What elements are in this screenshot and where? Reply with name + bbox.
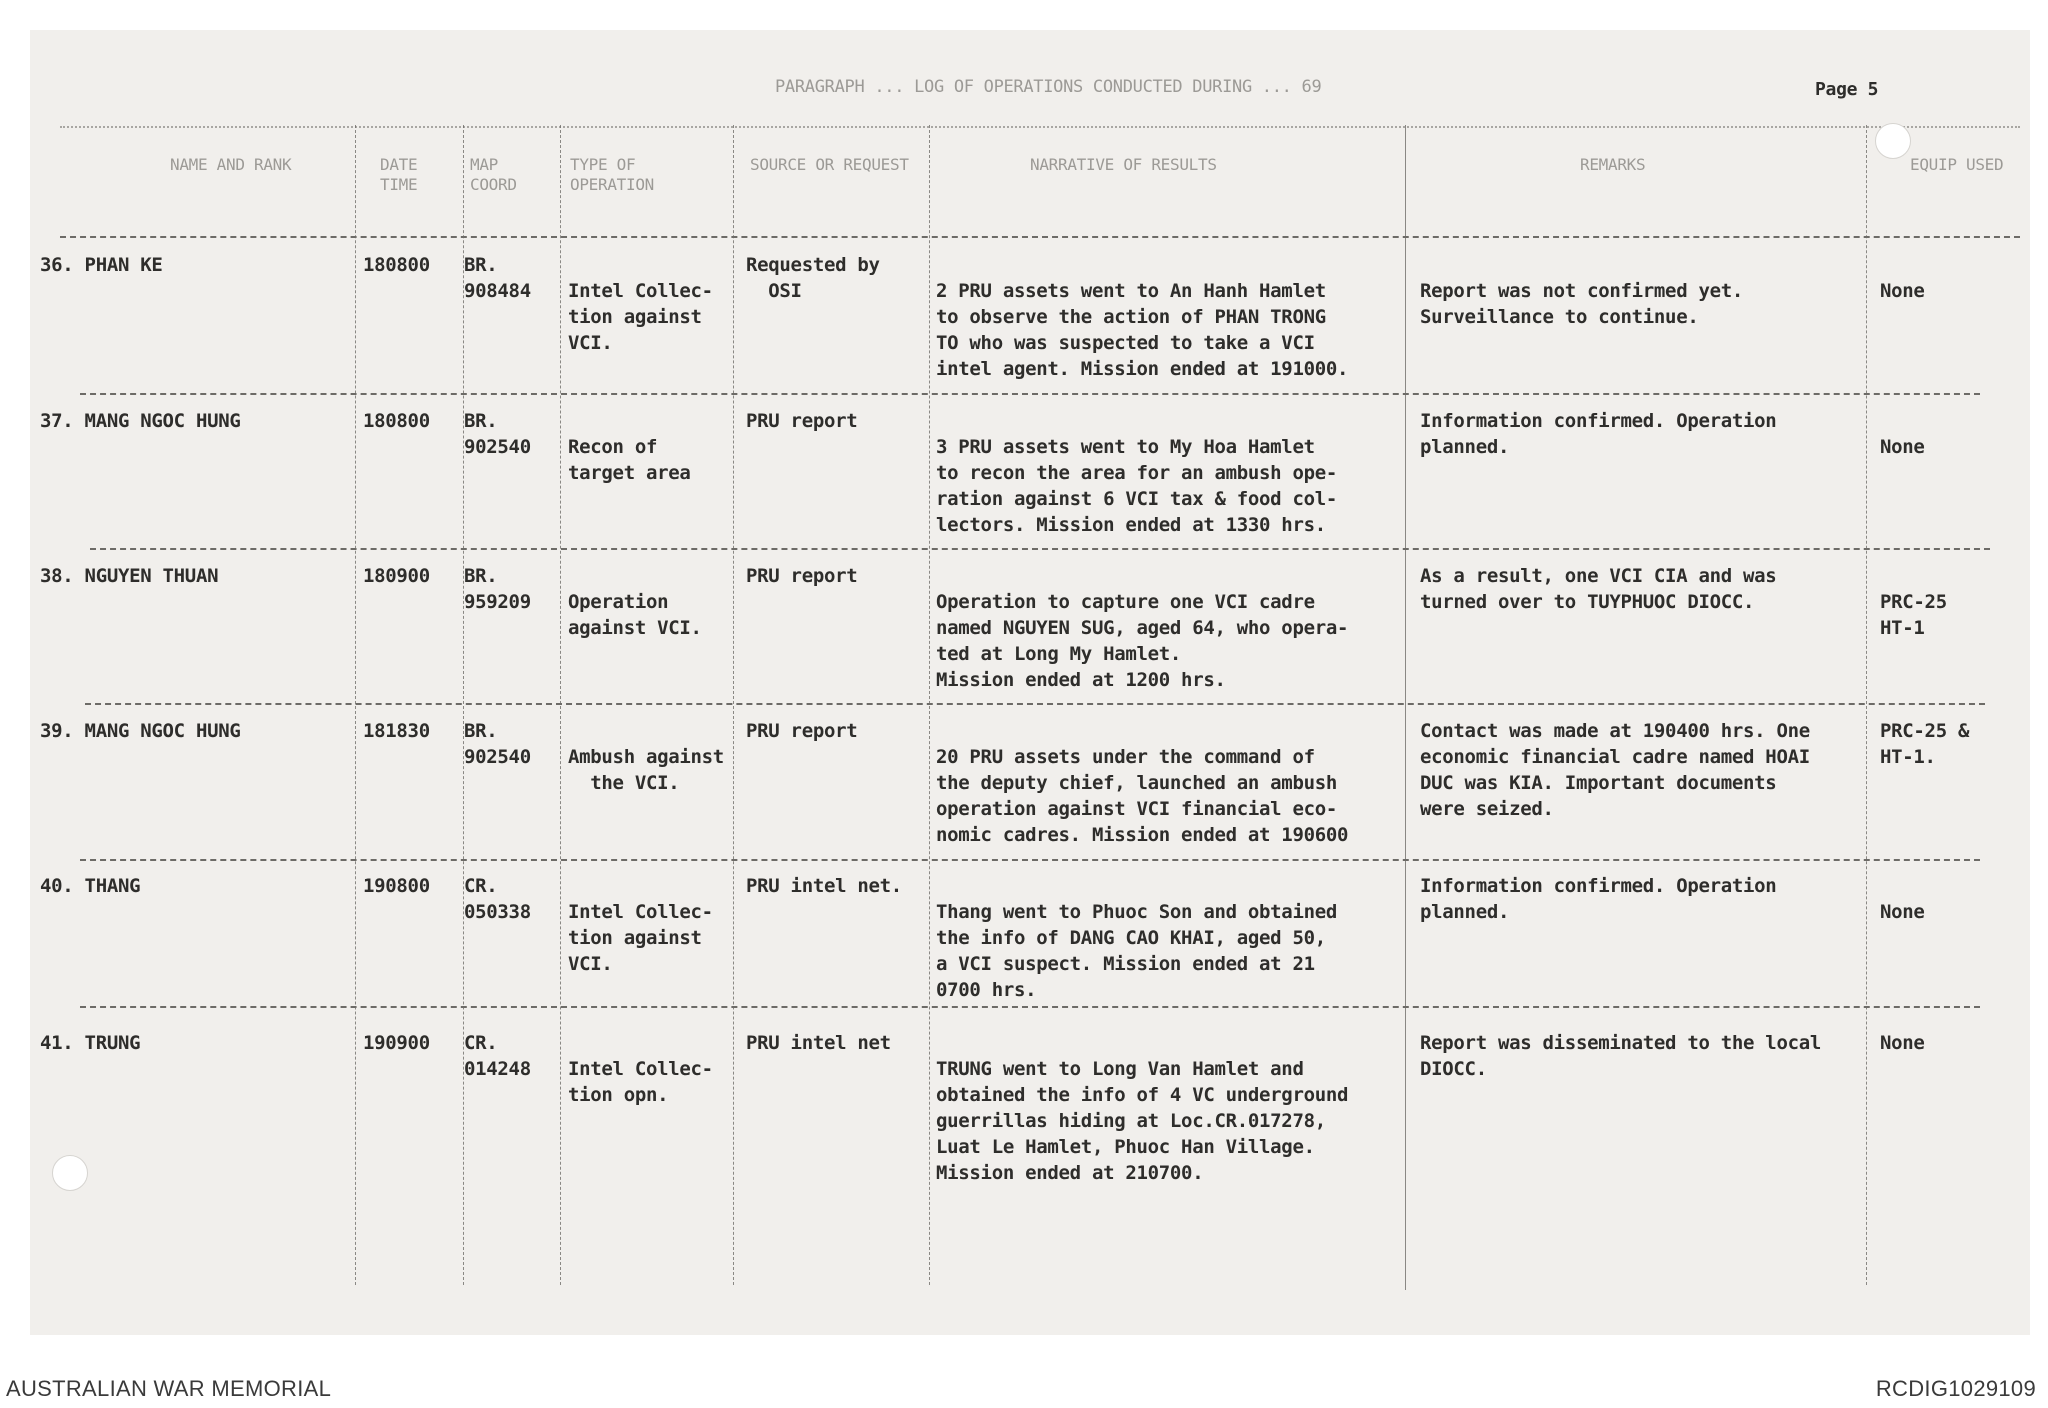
row-equipment-line: None	[1880, 280, 1925, 302]
row-name: 39. MANG NGOC HUNG	[40, 720, 241, 742]
row-equipment-line: PRC-25	[1880, 591, 1947, 613]
row-equipment-line: None	[1880, 901, 1925, 923]
row-source-line: Requested by	[746, 254, 880, 276]
row-narrative-line: Operation to capture one VCI cadre	[936, 591, 1315, 613]
row-equipment-line: HT-1	[1880, 617, 1925, 639]
row-map-coord-line: 902540	[464, 746, 531, 768]
row-narrative-line: TO who was suspected to take a VCI	[936, 332, 1315, 354]
col-header-coord: MAP COORD	[470, 155, 517, 194]
row-operation-type-line: against VCI.	[568, 617, 702, 639]
row-narrative-line: Luat Le Hamlet, Phuoc Han Village.	[936, 1136, 1315, 1158]
row-narrative-line: the deputy chief, launched an ambush	[936, 772, 1338, 794]
row-narrative-line: to recon the area for an ambush ope-	[936, 462, 1338, 484]
row-narrative-line: a VCI suspect. Mission ended at 21	[936, 953, 1315, 975]
row-operation-type-line: tion against	[568, 927, 702, 949]
row-narrative-line: guerrillas hiding at Loc.CR.017278,	[936, 1110, 1326, 1132]
row-narrative-line: lectors. Mission ended at 1330 hrs.	[936, 514, 1326, 536]
header-rule	[60, 236, 2020, 238]
row-narrative-line: Mission ended at 210700.	[936, 1162, 1204, 1184]
row-operation-type-line: Intel Collec-	[568, 901, 713, 923]
row-narrative-line: obtained the info of 4 VC underground	[936, 1084, 1349, 1106]
row-rule	[80, 393, 1980, 395]
row-narrative-line: 3 PRU assets went to My Hoa Hamlet	[936, 436, 1315, 458]
row-narrative-line: ted at Long My Hamlet.	[936, 643, 1182, 665]
row-remarks-line: DUC was KIA. Important documents	[1420, 772, 1777, 794]
row-equipment-line: HT-1.	[1880, 746, 1936, 768]
col-header-dtg: DATE TIME	[380, 155, 418, 194]
row-equipment-line: None	[1880, 1032, 1925, 1054]
column-rule	[1405, 125, 1406, 1290]
row-narrative-line: 20 PRU assets under the command of	[936, 746, 1315, 768]
row-operation-type-line: tion opn.	[568, 1084, 669, 1106]
column-rule	[355, 125, 356, 1285]
row-map-coord-line: CR.	[464, 875, 498, 897]
punch-hole	[1875, 123, 1911, 159]
col-header-equip: EQUIP USED	[1910, 155, 2004, 174]
row-source-line: PRU report	[746, 565, 858, 587]
row-map-coord-line: 902540	[464, 436, 531, 458]
row-equipment-line: None	[1880, 436, 1925, 458]
row-remarks-line: were seized.	[1420, 798, 1554, 820]
row-narrative-line: intel agent. Mission ended at 191000.	[936, 358, 1349, 380]
row-map-coord-line: BR.	[464, 410, 498, 432]
row-remarks-line: Contact was made at 190400 hrs. One	[1420, 720, 1810, 742]
row-narrative-line: 2 PRU assets went to An Hanh Hamlet	[936, 280, 1326, 302]
column-rule	[560, 125, 561, 1285]
row-date-time: 180800	[363, 254, 430, 276]
row-map-coord-line: 959209	[464, 591, 531, 613]
row-remarks-line: economic financial cadre named HOAI	[1420, 746, 1810, 768]
row-remarks-line: Information confirmed. Operation	[1420, 410, 1777, 432]
row-source-line: PRU report	[746, 410, 858, 432]
row-rule	[80, 1006, 1980, 1008]
row-operation-type-line: VCI.	[568, 332, 613, 354]
row-operation-type-line: the VCI.	[568, 772, 680, 794]
row-remarks-line: planned.	[1420, 436, 1510, 458]
row-narrative-line: TRUNG went to Long Van Hamlet and	[936, 1058, 1304, 1080]
row-map-coord-line: 014248	[464, 1058, 531, 1080]
row-source-line: OSI	[746, 280, 802, 302]
row-remarks-line: Information confirmed. Operation	[1420, 875, 1777, 897]
row-date-time: 190800	[363, 875, 430, 897]
row-name: 37. MANG NGOC HUNG	[40, 410, 241, 432]
row-remarks-line: As a result, one VCI CIA and was	[1420, 565, 1777, 587]
row-map-coord-line: 908484	[464, 280, 531, 302]
column-rule	[733, 125, 734, 1285]
row-operation-type-line: Intel Collec-	[568, 1058, 713, 1080]
row-operation-type-line: tion against	[568, 306, 702, 328]
archive-credit: AUSTRALIAN WAR MEMORIAL	[6, 1376, 332, 1401]
row-narrative-line: nomic cadres. Mission ended at 190600	[936, 824, 1349, 846]
row-equipment-line: PRC-25 &	[1880, 720, 1970, 742]
row-remarks-line: Report was not confirmed yet.	[1420, 280, 1744, 302]
row-narrative-line: operation against VCI financial eco-	[936, 798, 1338, 820]
row-operation-type-line: Recon of	[568, 436, 658, 458]
row-name: 38. NGUYEN THUAN	[40, 565, 219, 587]
row-narrative-line: to observe the action of PHAN TRONG	[936, 306, 1326, 328]
col-header-name: NAME AND RANK	[170, 155, 292, 174]
row-rule	[85, 703, 1985, 705]
row-source-line: PRU intel net.	[746, 875, 902, 897]
row-map-coord-line: BR.	[464, 254, 498, 276]
column-rule	[1866, 125, 1867, 1285]
row-remarks-line: Report was disseminated to the local	[1420, 1032, 1822, 1054]
row-narrative-line: 0700 hrs.	[936, 979, 1037, 1001]
row-operation-type-line: Operation	[568, 591, 669, 613]
col-header-remarks: REMARKS	[1580, 155, 1646, 174]
row-map-coord-line: BR.	[464, 720, 498, 742]
row-narrative-line: the info of DANG CAO KHAI, aged 50,	[936, 927, 1326, 949]
punch-hole	[52, 1155, 88, 1191]
document-title: PARAGRAPH ... LOG OF OPERATIONS CONDUCTED DURING ... 69	[775, 77, 1322, 97]
col-header-type: TYPE OF OPERATION	[570, 155, 654, 194]
row-date-time: 190900	[363, 1032, 430, 1054]
row-operation-type-line: VCI.	[568, 953, 613, 975]
col-header-source: SOURCE OR REQUEST	[750, 155, 909, 174]
row-date-time: 180800	[363, 410, 430, 432]
row-remarks-line: planned.	[1420, 901, 1510, 923]
row-rule	[90, 548, 1990, 550]
row-source-line: PRU report	[746, 720, 858, 742]
row-narrative-line: Mission ended at 1200 hrs.	[936, 669, 1226, 691]
row-map-coord-line: CR.	[464, 1032, 498, 1054]
column-rule	[463, 125, 464, 1285]
row-name: 36. PHAN KE	[40, 254, 163, 276]
row-operation-type-line: Ambush against	[568, 746, 724, 768]
row-operation-type-line: target area	[568, 462, 691, 484]
row-operation-type-line: Intel Collec-	[568, 280, 713, 302]
row-date-time: 181830	[363, 720, 430, 742]
row-source-line: PRU intel net	[746, 1032, 891, 1054]
row-map-coord-line: 050338	[464, 901, 531, 923]
row-name: 41. TRUNG	[40, 1032, 141, 1054]
col-header-narrative: NARRATIVE OF RESULTS	[1030, 155, 1217, 174]
archive-reference: RCDIG1029109	[1875, 1376, 2036, 1401]
row-remarks-line: DIOCC.	[1420, 1058, 1487, 1080]
row-remarks-line: turned over to TUYPHUOC DIOCC.	[1420, 591, 1755, 613]
row-narrative-line: ration against 6 VCI tax & food col-	[936, 488, 1338, 510]
column-rule	[929, 125, 930, 1285]
page-number: Page 5	[1815, 79, 1879, 100]
row-map-coord-line: BR.	[464, 565, 498, 587]
header-rule-top	[60, 126, 2020, 128]
row-remarks-line: Surveillance to continue.	[1420, 306, 1699, 328]
row-narrative-line: Thang went to Phuoc Son and obtained	[936, 901, 1338, 923]
row-narrative-line: named NGUYEN SUG, aged 64, who opera-	[936, 617, 1349, 639]
row-rule	[80, 859, 1980, 861]
row-name: 40. THANG	[40, 875, 141, 897]
row-date-time: 180900	[363, 565, 430, 587]
document-sheet	[30, 30, 2030, 1335]
